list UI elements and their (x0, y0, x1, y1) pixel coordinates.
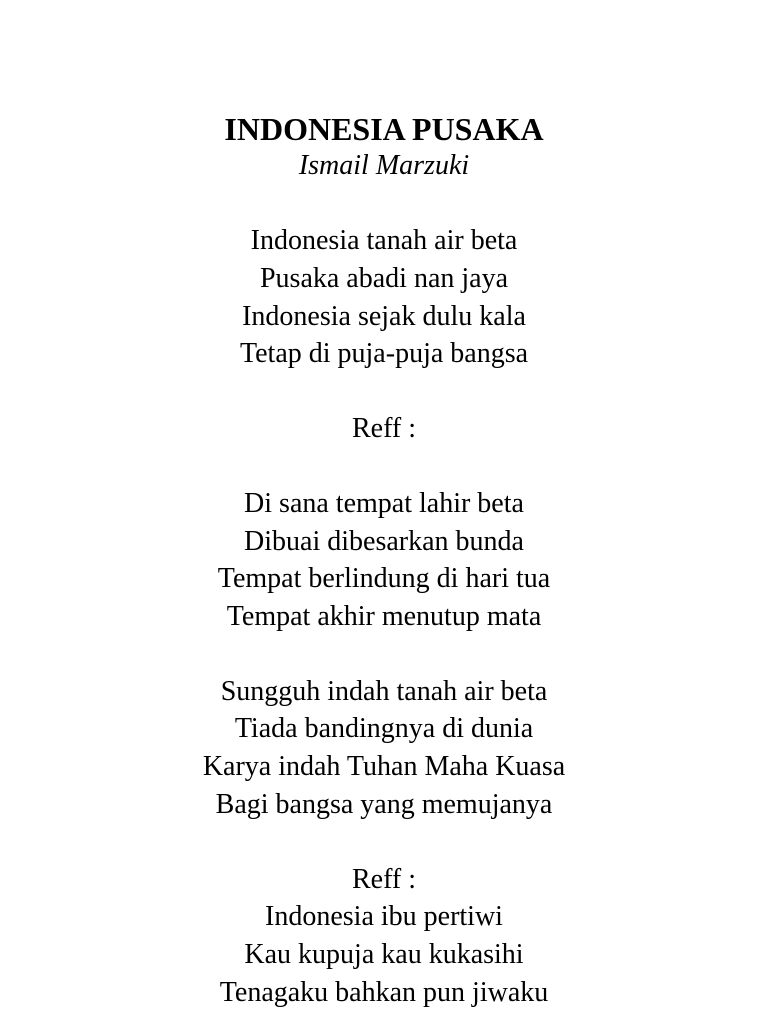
song-title: INDONESIA PUSAKA (224, 111, 544, 147)
reff-label: Reff : (351, 413, 417, 444)
lyric-line: Sungguh indah tanah air beta (220, 676, 548, 707)
lyric-line: Tiada bandingnya di dunia (234, 713, 534, 744)
lyric-line: Kau kupuja kau kukasihi (244, 939, 524, 970)
lyric-line: Pusaka abadi nan jaya (259, 263, 509, 294)
lyric-line: Tetap di puja-puja bangsa (239, 338, 529, 369)
lyric-line: Indonesia ibu pertiwi (265, 901, 503, 932)
lyric-line: Di sana tempat lahir beta (244, 488, 524, 519)
reff-label: Reff : (351, 864, 417, 895)
song-author: Ismail Marzuki (298, 150, 470, 181)
lyric-line: Tempat akhir menutup mata (226, 601, 542, 632)
lyric-line: Indonesia tanah air beta (250, 225, 518, 256)
lyric-line: Dibuai dibesarkan bunda (244, 526, 524, 557)
lyric-line: Tenagaku bahkan pun jiwaku (219, 977, 549, 1008)
lyric-line: Indonesia sejak dulu kala (242, 301, 526, 332)
lyric-line: Bagi bangsa yang memujanya (215, 789, 553, 820)
lyric-line: Karya indah Tuhan Maha Kuasa (202, 751, 566, 782)
lyric-line: Tempat berlindung di hari tua (217, 563, 551, 594)
